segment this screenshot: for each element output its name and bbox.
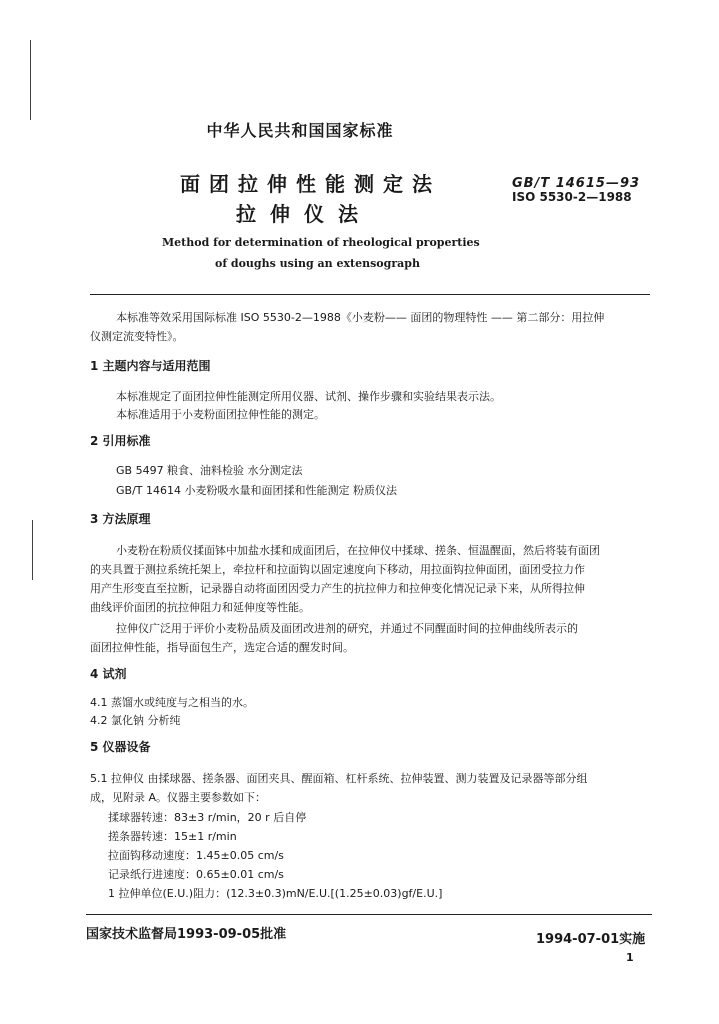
section-3-para-2-line-1: 拉伸仪广泛用于评价小麦粉品质及面团改进剂的研究，并通过不同醒面时间的拉伸曲线所表示的 [116, 622, 578, 635]
section-1-line-2: 本标准适用于小麦粉面团拉伸性能的测定。 [116, 408, 325, 421]
section-3-para-1-line-1: 小麦粉在粉质仪揉面钵中加盐水揉和成面团后，在拉伸仪中揉球、搓条、恒温醒面，然后将装有面团 [116, 544, 600, 557]
section-5-1-line-1: 5.1 拉伸仪 由揉球器、搓条器、面团夹具、醒面箱、杠杆系统、拉伸装置、测力装置及记录器等部分组 [90, 772, 588, 785]
reagent-4-2: 4.2 氯化钠 分析纯 [90, 714, 181, 727]
page-fold-line [30, 40, 31, 120]
intro-line-1: 本标准等效采用国际标准 ISO 5530-2—1988《小麦粉—— 面团的物理特性 —— 第二部分：用拉伸 [116, 311, 605, 324]
parameter-5: 1 拉伸单位(E.U.)阻力：(12.3±0.3)mN/E.U.[(1.25±0.03)gf/E.U.] [108, 887, 443, 900]
section-1-line-1: 本标准规定了面团拉伸性能测定所用仪器、试剂、操作步骤和实验结果表示法。 [116, 390, 501, 403]
reagent-4-1: 4.1 蒸馏水或纯度与之相当的水。 [90, 696, 254, 709]
english-title-line-1: Method for determination of rheological properties [162, 236, 480, 249]
section-3-para-1-line-3: 用产生形变直至拉断，记录器自动将面团因受力产生的抗拉伸力和拉伸变化情况记录下来，从所得拉伸 [90, 582, 585, 595]
title-line-2: 拉伸仪法 [236, 202, 372, 226]
section-4-heading: 4 试剂 [90, 667, 127, 681]
section-5-1-line-2: 成，见附录 A。仪器主要参数如下： [90, 791, 267, 804]
parameter-4: 记录纸行进速度：0.65±0.01 cm/s [108, 868, 284, 881]
parameter-2: 搓条器转速：15±1 r/min [108, 830, 237, 843]
masthead: 中华人民共和国国家标准 [206, 121, 394, 140]
page-number: 1 [626, 951, 634, 964]
section-5-heading: 5 仪器设备 [90, 740, 151, 754]
gb-code: GB/T 14615—93 [512, 176, 641, 191]
section-3-para-1-line-4: 曲线评价面团的抗拉伸阻力和延伸度等性能。 [90, 601, 310, 614]
section-3-para-2-line-2: 面团拉伸性能，指导面包生产，选定合适的醒发时间。 [90, 641, 354, 654]
section-3-para-1-line-2: 的夹具置于测拉系统托架上，牵拉杆和拉面钩以固定速度向下移动，用拉面钩拉伸面团，面团受拉力作 [90, 563, 585, 576]
section-1-heading: 1 主题内容与适用范围 [90, 359, 211, 373]
title-line-1: 面团拉伸性能测定法 [180, 172, 441, 196]
section-3-heading: 3 方法原理 [90, 512, 151, 526]
page-fold-line [32, 520, 33, 580]
implementation-date: 1994-07-01实施 [536, 932, 646, 947]
parameter-3: 拉面钩移动速度：1.45±0.05 cm/s [108, 849, 284, 862]
iso-code: ISO 5530-2—1988 [512, 190, 632, 204]
footer-rule [86, 914, 652, 915]
english-title-line-2: of doughs using an extensograph [215, 257, 420, 270]
reference-1: GB 5497 粮食、油料检验 水分测定法 [116, 464, 303, 477]
reference-2: GB/T 14614 小麦粉吸水量和面团揉和性能测定 粉质仪法 [116, 484, 397, 497]
section-2-heading: 2 引用标准 [90, 434, 151, 448]
parameter-1: 揉球器转速：83±3 r/min，20 r 后自停 [108, 811, 307, 824]
intro-line-2: 仪测定流变特性》。 [90, 330, 184, 343]
header-rule [90, 294, 650, 295]
approval-date: 国家技术监督局1993-09-05批准 [86, 927, 287, 942]
